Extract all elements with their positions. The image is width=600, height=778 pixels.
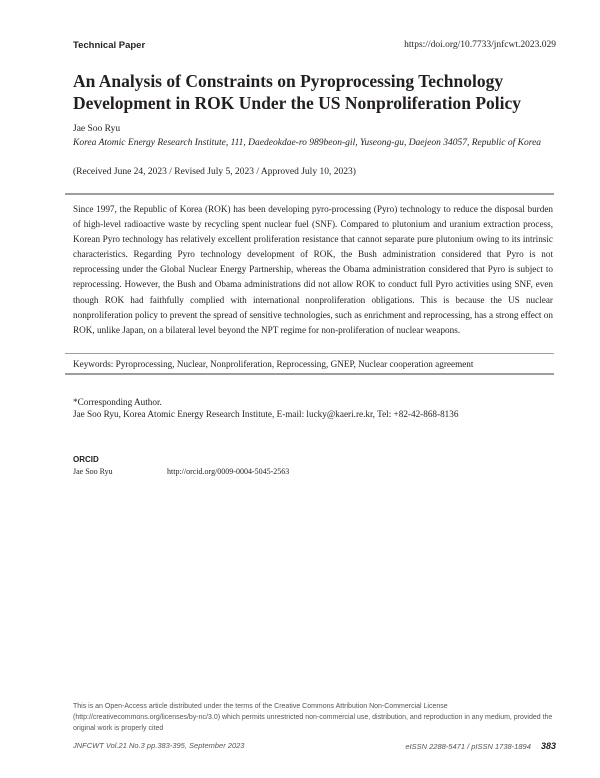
issn-info: eISSN 2288-5471 / pISSN 1738-1894 xyxy=(405,742,531,751)
abstract-text: Since 1997, the Republic of Korea (ROK) has been developing pyro-processing (Pyro) technology to reduce the disposal burden of high-level radioactive waste by recycling spent nuclear fuel (SNF). Compared to plutonium and uranium extraction process, Korean Pyro technology has relatively excellent proliferation resistance that cannot separate pure plutonium owing to its intrinsic characteristics. Regarding Pyro technology development of ROK, the Bush administration considered that Pyro is not reprocessing under the Global Nuclear Energy Partnership, whereas the Obama administration considered that Pyro is subject to reprocessing. However, the Bush and Obama administrations did not allow ROK to conduct full Pyro activities using SNF, even though ROK had faithfully complied with international nonproliferation obligations. This is because the US nuclear nonproliferation policy to prevent the spread of sensitive technologies, such as enrichment and reprocessing, has a strong effect on ROK, unlike Japan, on a bilateral level beyond the NPT regime for non-proliferation of nuclear weapons. xyxy=(73,204,553,335)
keywords-bottom-rule xyxy=(65,373,554,375)
author-name: Jae Soo Ryu xyxy=(73,124,121,134)
page-number: 383 xyxy=(540,741,556,751)
corresponding-author-info: Jae Soo Ryu, Korea Atomic Energy Research Institute, E-mail: lucky@kaeri.re.kr, Tel: +82-42-868-8136 xyxy=(73,409,459,419)
journal-citation: JNFCWT Vol.21 No.3 pp.383-395, September 2023 xyxy=(73,741,245,750)
orcid-heading: ORCID xyxy=(73,455,99,464)
abstract-bottom-rule xyxy=(65,353,554,354)
license-notice: This is an Open-Access article distributed under the terms of the Creative Commons Attribution Non-Commercial License (http://creativecommons.org/licenses/by-nc/3.0) which permits unrestricted non-commercial use, distribution, and reproduction in any medium, provided the original work is properly cited xyxy=(73,703,553,732)
orcid-link[interactable]: http://orcid.org/0009-0004-5045-2563 xyxy=(167,467,290,476)
author-affiliation: Korea Atomic Energy Research Institute, 111, Daedeokdae-ro 989beon-gil, Yuseong-gu, Daejeon 34057, Republic of Korea xyxy=(73,138,542,148)
paper-type-label: Technical Paper xyxy=(73,40,146,51)
footer-right xyxy=(405,741,556,751)
corresponding-author-label: *Corresponding Author. xyxy=(73,397,162,407)
paper-title: An Analysis of Constraints on Pyroprocessing Technology Development in ROK Under the US Nonproliferation Policy xyxy=(73,71,522,113)
doi-link[interactable]: https://doi.org/10.7733/jnfcwt.2023.029 xyxy=(404,40,556,50)
keywords: Keywords: Pyroprocessing, Nuclear, Nonproliferation, Reprocessing, GNEP, Nuclear cooperation agreement xyxy=(73,359,474,369)
received-dates: (Received June 24, 2023 / Revised July 5, 2023 / Approved July 10, 2023) xyxy=(73,167,356,177)
abstract-top-rule xyxy=(65,193,554,195)
orcid-author-name: Jae Soo Ryu xyxy=(73,467,113,476)
